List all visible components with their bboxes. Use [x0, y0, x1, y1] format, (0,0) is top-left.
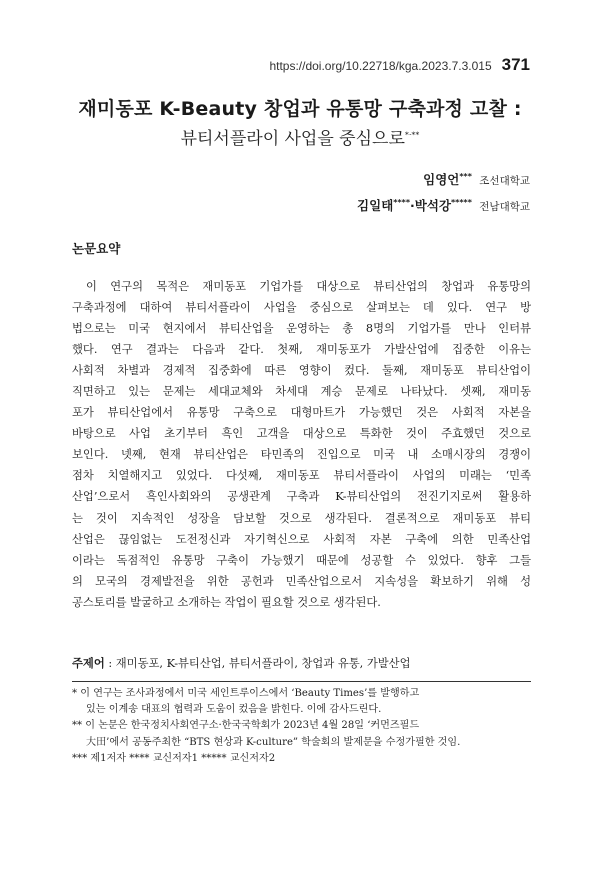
footnotes — [72, 686, 531, 767]
doi-link[interactable]: https://doi.org/10.22718/kga.2023.7.3.015 — [269, 59, 492, 73]
page-number: 371 — [501, 55, 530, 74]
abstract-line: 산업은 끊임없는 도전정신과 자기혁신으로 사회적 자본 구축에 의한 민족산업 — [72, 532, 531, 546]
author-affiliation: 전남대학교 — [479, 201, 530, 214]
abstract-line: 공스토리를 발굴하고 소개하는 작업이 필요할 것으로 생각된다. — [72, 595, 381, 609]
subtitle-footnote-marks: *·** — [404, 130, 420, 140]
footnote-divider — [72, 681, 531, 682]
abstract-line: 산업’으로서 흑인사회와의 공생관계 구축과 K-뷰티산업의 전진기지로써 활용하 — [72, 490, 531, 504]
page-header — [269, 55, 530, 75]
abstract-line: 이라는 독점적인 유통망 구축이 가능했기 때문에 성공할 수 있었다. 향후 그들 — [72, 553, 531, 567]
abstract-line: 점차 치열해지고 있었다. 다섯째, 재미동포 뷰티서플라이 사업의 미래는 ‘민족 — [72, 469, 531, 483]
abstract-line: 사회적 차별과 경제적 집중화에 따른 영향이 컸다. 둘째, 재미동포 뷰티산업이 — [72, 364, 531, 378]
keywords-text: : 재미동포, K-뷰티산업, 뷰티서플라이, 창업과 유통, 가발산업 — [108, 657, 411, 670]
abstract-line: 포가 뷰티산업에서 유통망 구축으로 대형마트가 가능했던 것은 사회적 자본을 — [72, 406, 531, 420]
keywords-label: 주제어 — [72, 657, 105, 670]
paper-title: 재미동포 K-Beauty 창업과 유통망 구축과정 고찰 : — [78, 98, 522, 120]
abstract-heading: 논문요약 — [72, 241, 121, 256]
abstract-line: 법으로는 미국 현지에서 뷰티산업을 운영하는 총 8명의 기업가를 만나 인터뷰 — [72, 322, 531, 336]
footnote-line: 大田’에서 공동주최한 “BTS 현상과 K-culture” 학술회의 발제문을 수정가필한 것임. — [86, 736, 461, 748]
author-name: 박석강 — [414, 198, 451, 214]
author-separator: · — [410, 198, 415, 214]
subtitle-text: 뷰티서플라이 사업을 중심으로 — [180, 129, 405, 149]
abstract-line: 구축과정에 대하여 뷰티서플라이 사업을 중심으로 살펴보는 데 있다. 연구 방 — [72, 301, 531, 315]
author-line-2 — [357, 192, 530, 218]
author-name: 김일태 — [357, 198, 394, 214]
paper-subtitle — [0, 124, 600, 149]
author-affiliation: 조선대학교 — [479, 175, 530, 188]
author-mark: ***** — [451, 198, 472, 208]
author-list — [357, 166, 530, 218]
author-mark: *** — [459, 172, 472, 181]
abstract-line: 의 모국의 경제발전을 위한 공헌과 민족산업으로서 지속성을 확보하기 위해 성 — [72, 574, 531, 588]
author-line-1 — [357, 166, 530, 192]
footnote-line: ** 이 논문은 한국정치사회연구소·한국국학회가 2023년 4월 28일 ‘커먼즈필드 — [72, 720, 420, 732]
abstract-line: 직면하고 있는 문제는 세대교체와 차세대 계승 문제로 나타났다. 셋째, 재미동 — [72, 385, 531, 399]
abstract-body — [72, 276, 531, 613]
abstract-line: 바탕으로 사업 초기부터 흑인 고객을 대상으로 특화한 것이 주효했던 것으로 — [72, 427, 531, 441]
abstract-line: 이 연구의 목적은 재미동포 기업가를 대상으로 뷰티산업의 창업과 유통망의 — [86, 280, 531, 293]
abstract-line: 보인다. 넷째, 현재 뷰티산업은 타민족의 진입으로 미국 내 소매시장의 경쟁이 — [72, 448, 531, 462]
footnote-line: *** 제1저자 **** 교신저자1 ***** 교신저자2 — [72, 752, 276, 764]
keywords — [72, 655, 411, 671]
author-mark: **** — [393, 198, 411, 208]
abstract-line: 했다. 연구 결과는 다음과 같다. 첫째, 재미동포가 가발산업에 집중한 이유는 — [72, 343, 531, 357]
footnote-line: 있는 이계송 대표의 협력과 도움이 컸음을 밝힌다. 이에 감사드린다. — [86, 704, 382, 716]
footnote-line: * 이 연구는 조사과정에서 미국 세인트루이스에서 ‘Beauty Times’를 발행하고 — [72, 688, 420, 699]
abstract-line: 는 것이 지속적인 성장을 담보할 것으로 생각된다. 결론적으로 재미동포 뷰티 — [72, 511, 531, 525]
author-name: 임영언 — [423, 172, 460, 188]
